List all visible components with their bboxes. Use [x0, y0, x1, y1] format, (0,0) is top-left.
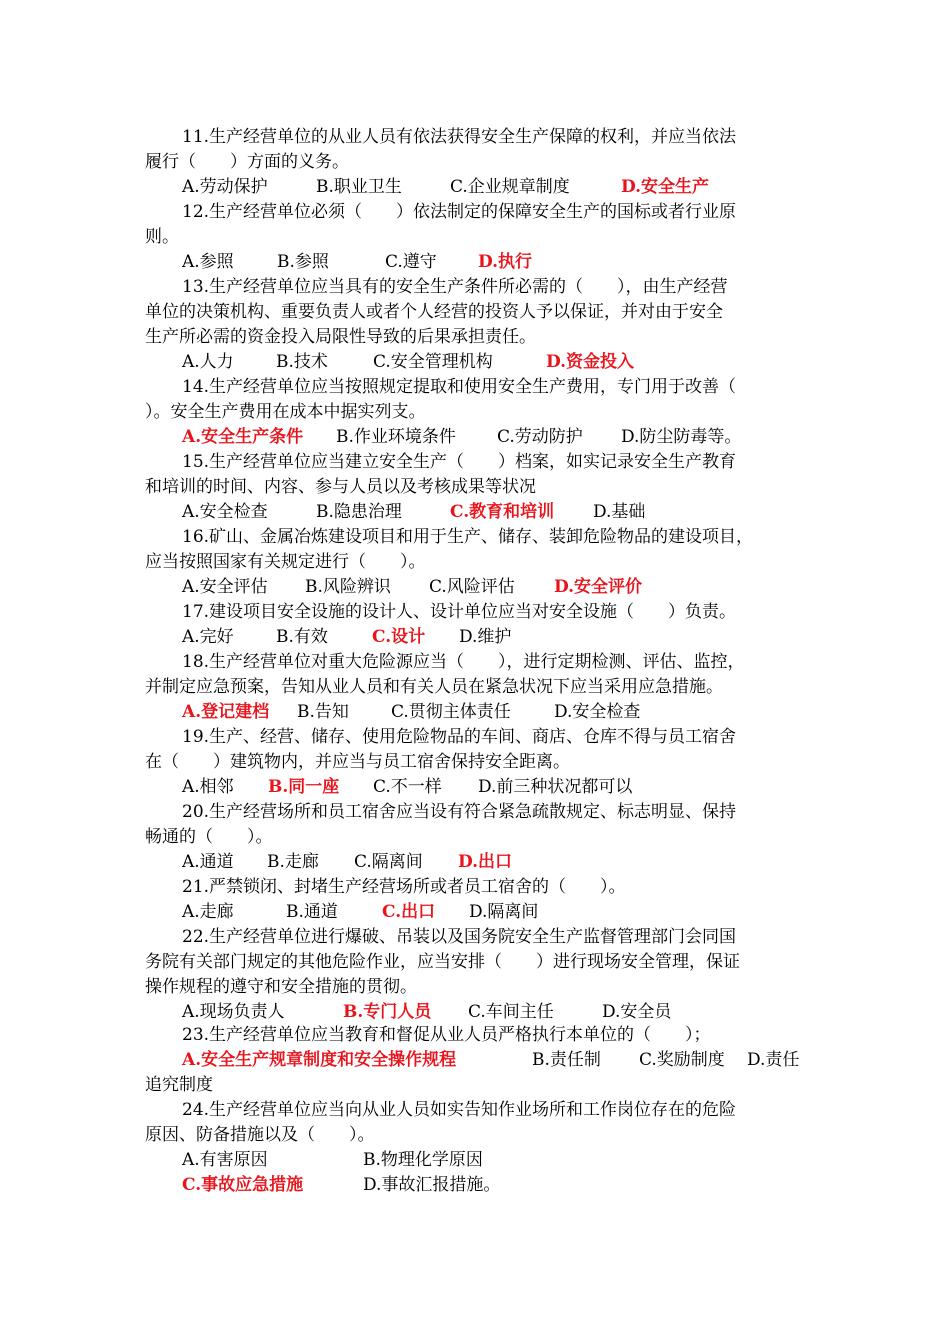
question-text: 12.生产经营单位必须（ ）依法制定的保障安全生产的国标或者行业原	[182, 202, 737, 222]
option: D.责任	[747, 1050, 800, 1070]
option: A.相邻	[182, 777, 234, 797]
option: A.安全评估	[182, 577, 268, 597]
option: D.防尘防毒等。	[621, 427, 742, 447]
option: B.有效	[276, 627, 328, 647]
option: D.隔离间	[469, 902, 539, 922]
option: C.贯彻主体责任	[391, 702, 511, 722]
option-answer: A.安全生产条件	[182, 427, 304, 447]
option-answer: D.安全生产	[621, 177, 710, 197]
option: C.企业规章制度	[450, 177, 570, 197]
option: C.风险评估	[429, 577, 515, 597]
question-text: 单位的决策机构、重要负责人或者个人经营的投资人予以保证，并对由于安全	[145, 302, 723, 322]
option: A.完好	[182, 627, 234, 647]
question-text: 应当按照国家有关规定进行（ ）。	[145, 552, 426, 572]
option: C.隔离间	[354, 852, 423, 872]
question-text: 22.生产经营单位进行爆破、吊装以及国务院安全生产监督管理部门会同国	[182, 927, 737, 947]
question-text: 15.生产经营单位应当建立安全生产（ ）档案，如实记录安全生产教育	[182, 452, 737, 472]
question-text: 11.生产经营单位的从业人员有依法获得安全生产保障的权利，并应当依法	[182, 127, 737, 147]
option: C.车间主任	[468, 1002, 554, 1022]
question-text: 20.生产经营场所和员工宿舍应当设有符合紧急疏散规定、标志明显、保持	[182, 802, 737, 822]
option-answer: C.教育和培训	[450, 502, 555, 522]
option: C.奖励制度	[639, 1050, 725, 1070]
option-answer: B.专门人员	[343, 1002, 432, 1022]
question-text: 14.生产经营单位应当按照规定提取和使用安全生产费用，专门用于改善（	[182, 377, 737, 397]
option-answer: C.设计	[372, 627, 426, 647]
question-text: 16.矿山、金属冶炼建设项目和用于生产、储存、装卸危险物品的建设项目，	[182, 527, 754, 547]
option-answer: C.出口	[382, 902, 436, 922]
option: B.告知	[297, 702, 349, 722]
question-text: 17.建设项目安全设施的设计人、设计单位应当对安全设施（ ）负责。	[182, 602, 737, 622]
option: B.风险辨识	[305, 577, 391, 597]
option-answer: D.执行	[478, 252, 533, 272]
question-text: 生产所必需的资金投入局限性导致的后果承担责任。	[145, 327, 536, 347]
option: A.通道	[182, 852, 234, 872]
option-answer: A.登记建档	[182, 702, 270, 722]
question-text: 畅通的（ ）。	[145, 827, 273, 847]
option: D.事故汇报措施。	[363, 1175, 501, 1195]
question-text: 21.严禁锁闭、封堵生产经营场所或者员工宿舍的（ ）。	[182, 877, 626, 897]
option: B.走廊	[267, 852, 319, 872]
option: A.有害原因	[182, 1150, 268, 1170]
question-text: 务院有关部门规定的其他危险作业，应当安排（ ）进行现场安全管理，保证	[145, 952, 740, 972]
option-answer: A.安全生产规章制度和安全操作规程	[182, 1050, 457, 1070]
question-text: 操作规程的遵守和安全措施的贯彻。	[145, 977, 417, 997]
option: B.参照	[277, 252, 329, 272]
question-text: 和培训的时间、内容、参与人员以及考核成果等状况	[145, 477, 536, 497]
option-answer: C.事故应急措施	[182, 1175, 304, 1195]
option-answer: D.出口	[458, 852, 513, 872]
option: A.安全检查	[182, 502, 268, 522]
option: C.不一样	[373, 777, 442, 797]
question-text: 则。	[145, 227, 179, 247]
question-text: 24.生产经营单位应当向从业人员如实告知作业场所和工作岗位存在的危险	[182, 1100, 737, 1120]
option: B.隐患治理	[316, 502, 402, 522]
option: B.责任制	[532, 1050, 601, 1070]
option: D.安全员	[602, 1002, 672, 1022]
option: B.通道	[286, 902, 338, 922]
question-text: 原因、防备措施以及（ ）。	[145, 1125, 375, 1145]
option: A.参照	[182, 252, 234, 272]
option: C.劳动防护	[497, 427, 583, 447]
option: B.作业环境条件	[336, 427, 456, 447]
option: C.遵守	[385, 252, 437, 272]
option: D.安全检查	[554, 702, 641, 722]
question-text: 18.生产经营单位对重大危险源应当（ ），进行定期检测、评估、监控，	[182, 652, 745, 672]
question-text: 13.生产经营单位应当具有的安全生产条件所必需的（ ），由生产经营	[182, 277, 728, 297]
question-text: 19.生产、经营、储存、使用危险物品的车间、商店、仓库不得与员工宿舍	[182, 727, 737, 747]
question-text: 并制定应急预案，告知从业人员和有关人员在紧急状况下应当采用应急措施。	[145, 677, 723, 697]
option: A.走廊	[182, 902, 234, 922]
option: A.现场负责人	[182, 1002, 285, 1022]
option-answer: D.安全评价	[554, 577, 643, 597]
question-text: 在（ ）建筑物内，并应当与员工宿舍保持安全距离。	[145, 752, 570, 772]
option: A.人力	[182, 352, 234, 372]
option: A.劳动保护	[182, 177, 268, 197]
question-text: 履行（ ）方面的义务。	[145, 152, 349, 172]
option: C.安全管理机构	[373, 352, 493, 372]
option: D.前三种状况都可以	[478, 777, 633, 797]
option: D.基础	[593, 502, 646, 522]
option: B.物理化学原因	[363, 1150, 483, 1170]
question-text: ）。安全生产费用在成本中据实列支。	[145, 402, 426, 422]
option-answer: D.资金投入	[546, 352, 635, 372]
option: B.职业卫生	[316, 177, 402, 197]
option: D.维护	[459, 627, 512, 647]
option-answer: B.同一座	[268, 777, 340, 797]
option: B.技术	[276, 352, 328, 372]
question-text: 23.生产经营单位应当教育和督促从业人员严格执行本单位的（ ）；	[182, 1025, 711, 1045]
option-continuation: 追究制度	[145, 1075, 213, 1095]
